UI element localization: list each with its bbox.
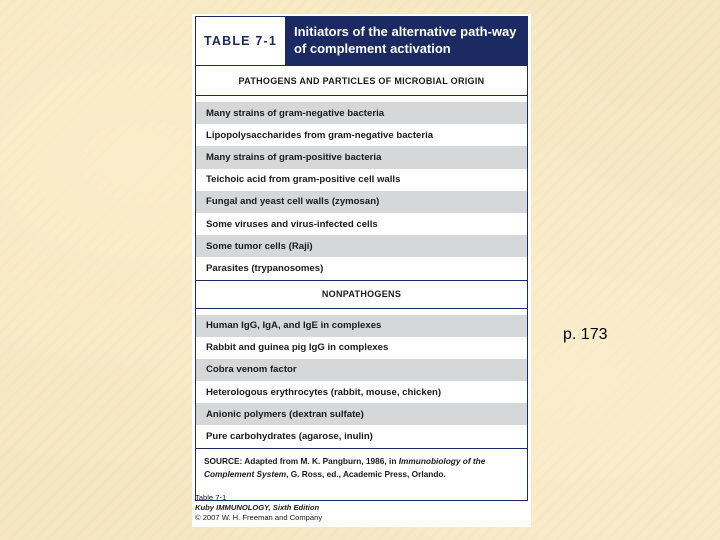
complement-table [195,16,528,501]
figure-caption [195,493,322,523]
source-suffix: , G. Ross, ed., Academic Press, Orlando. [286,468,446,479]
table-label: TABLE 7-1 [196,17,286,65]
caption-table-number: Table 7-1 [195,493,227,502]
table-row: Cobra venom factor [196,359,527,381]
table-row: Human IgG, IgA, and IgE in complexes [196,315,527,337]
table-row: Rabbit and guinea pig IgG in complexes [206,342,389,354]
section-heading-microbial: PATHOGENS AND PARTICLES OF MICROBIAL ORIGIN [196,66,527,96]
source-prefix: SOURCE: Adapted from M. K. Pangburn, 1986, in [204,455,399,466]
source-book-title: Immunobiology of the Complement System [204,455,486,479]
table-row: Fungal and yeast cell walls (zymosan) [196,191,527,213]
table-header [196,17,527,66]
table-row: Heterologous erythrocytes (rabbit, mouse, chicken) [206,386,442,398]
caption-copyright: © 2007 W. H. Freeman and Company [195,513,323,522]
table-row: Anionic polymers (dextran sulfate) [196,403,527,425]
table-row: Some viruses and virus-infected cells [206,218,378,230]
table-row: Many strains of gram-negative bacteria [196,102,527,124]
table-row: Some tumor cells (Raji) [196,235,527,257]
table-row: Lipopolysaccharides from gram-negative bacteria [206,129,434,141]
table-source-note [196,448,527,481]
caption-book: Kuby IMMUNOLOGY, Sixth Edition [195,503,320,512]
table-row: Pure carbohydrates (agarose, inulin) [206,431,373,443]
table-row: Parasites (trypanosomes) [206,262,324,274]
table-row: Teichoic acid from gram-positive cell walls [206,174,401,186]
page-reference: p. 173 [563,326,608,343]
section-rows-nonpathogens [196,315,527,448]
table-title: Initiators of the alternative path-way of complement activation [286,17,527,65]
section-heading-nonpathogens: NONPATHOGENS [196,280,527,309]
table-image [192,14,531,527]
section-rows-microbial [196,102,527,280]
table-row: Many strains of gram-positive bacteria [196,146,527,168]
